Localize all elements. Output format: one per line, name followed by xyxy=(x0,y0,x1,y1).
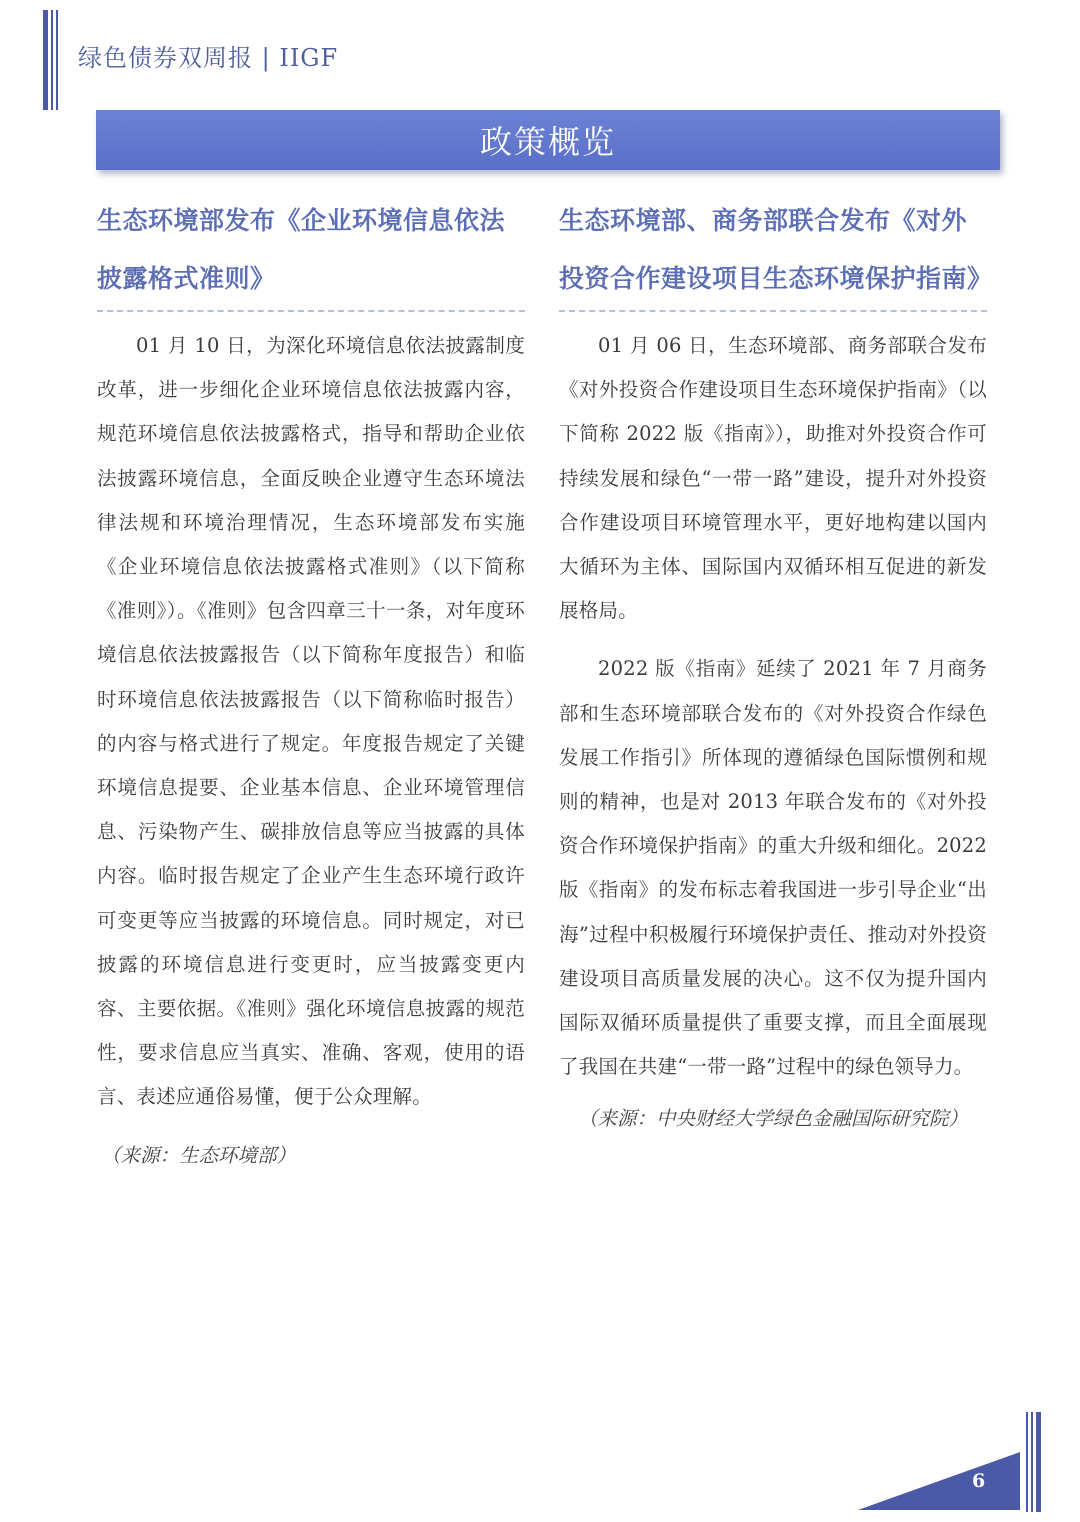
section-banner xyxy=(96,110,1000,170)
left-article-source: （来源：生态环境部） xyxy=(101,1143,297,1167)
right-article-paragraph: 01 月 06 日，生态环境部、商务部联合发布《对外投资合作建设项目生态环境保护指南》（以下简称 2022 版《指南》），助推对外投资合作可持续发展和绿色“一带一路”建设，提升对外投资合作建设项目环境管理水平，更好地构建以国内大循环为主体、国际国内双循环相互促进的新发展格局。 xyxy=(559,334,987,623)
header-decoration-bars xyxy=(43,10,63,110)
right-heading-divider xyxy=(559,310,987,312)
right-article xyxy=(559,192,993,1131)
left-article xyxy=(97,192,525,1168)
newsletter-brand: 绿色债券双周报 | IIGF xyxy=(78,44,339,72)
footer-triangle xyxy=(858,1452,1020,1510)
left-article-heading: 生态环境部发布《企业环境信息依法披露格式准则》 xyxy=(97,206,506,293)
section-title: 政策概览 xyxy=(479,123,616,161)
left-article-paragraph: 01 月 10 日，为深化环境信息依法披露制度改革，进一步细化企业环境信息依法披露内容，规范环境信息依法披露格式，指导和帮助企业依法披露环境信息，全面反映企业遵守生态环境法律法规和环境治理情况，生态环境部发布实施《企业环境信息依法披露格式准则》（以下简称《准则》）。《准则》包含四章三十一条，对年度环境信息依法披露报告（以下简称年度报告）和临时环境信息依法披露报告（以下简称临时报告）的内容与格式进行了规定。年度报告规定了关键环境信息提要、企业基本信息、企业环境管理信息、污染物产生、碳排放信息等应当披露的具体内容。临时报告规定了企业产生生态环境行政许可变更等应当披露的环境信息。同时规定，对已披露的环境信息进行变更时，应当披露变更内容、主要依据。《准则》强化环境信息披露的规范性，要求信息应当真实、准确、客观，使用的语言、表述应通俗易懂，便于公众理解。 xyxy=(97,334,525,1109)
right-article-source: （来源：中央财经大学绿色金融国际研究院） xyxy=(577,1107,968,1131)
footer-decoration-bars xyxy=(1026,1412,1046,1512)
right-article-heading: 生态环境部、商务部联合发布《对外投资合作建设项目生态环境保护指南》 xyxy=(559,206,993,293)
page-number: 6 xyxy=(972,1470,986,1492)
left-heading-divider xyxy=(97,310,525,312)
right-article-paragraph: 2022 版《指南》延续了 2021 年 7 月商务部和生态环境部联合发布的《对外投资合作绿色发展工作指引》所体现的遵循绿色国际惯例和规则的精神，也是对 2013 年联合发布的《对外投资合作环境保护指南》的重大升级和细化。2022 版《指南》的发布标志着我国进一步引导企业“出海”过程中积极履行环境保护责任、推动对外投资建设项目高质量发展的决心。这不仅为提升国内国际双循环质量提供了重要支撑，而且全面展现了我国在共建“一带一路”过程中的绿色领导力。 xyxy=(559,657,987,1079)
